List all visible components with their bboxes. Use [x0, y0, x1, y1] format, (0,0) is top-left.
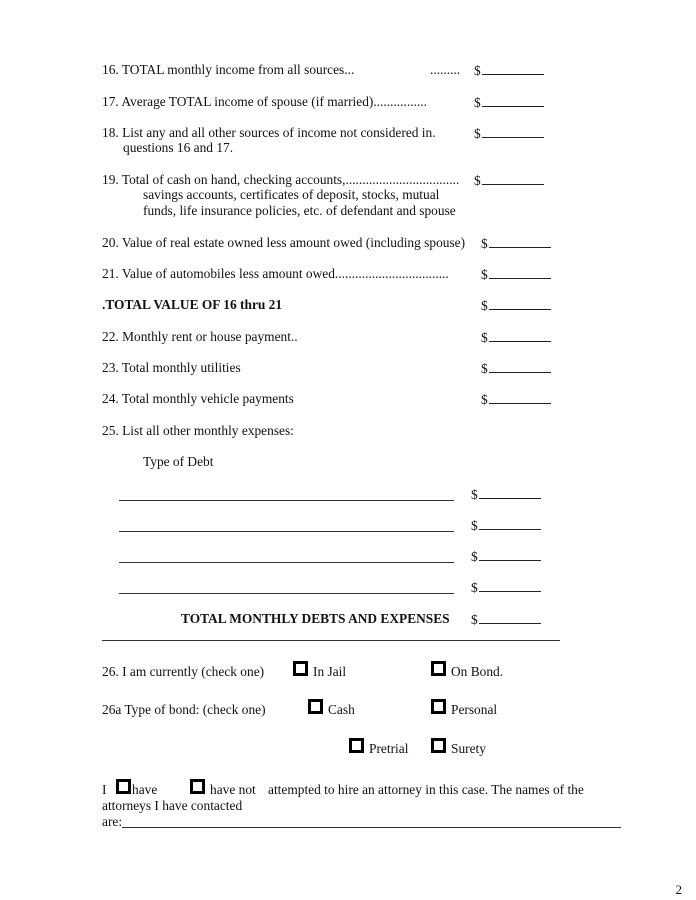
item-18-label-line2: questions 16 and 17.: [123, 140, 234, 155]
debt-type-blank-4[interactable]: [119, 593, 454, 594]
surety-label: Surety: [451, 741, 486, 756]
currency-symbol: $: [474, 95, 481, 110]
item-17-amount-field[interactable]: [474, 94, 544, 110]
total-debts-label: TOTAL MONTHLY DEBTS AND EXPENSES: [181, 611, 450, 626]
item-21-label: 21. Value of automobiles less amount owed..................................: [102, 266, 449, 281]
debt-amount-field-3[interactable]: [471, 548, 541, 564]
item-19-label-line2: savings accounts, certificates of deposit, stocks, mutual: [143, 187, 440, 202]
item-16-amount-field[interactable]: [474, 62, 544, 78]
attorney-prefix: I: [102, 782, 107, 797]
personal-checkbox[interactable]: [431, 699, 446, 714]
debt-amount-field-4[interactable]: [471, 579, 541, 595]
amount-blank[interactable]: [489, 235, 551, 248]
currency-symbol: $: [481, 267, 488, 282]
amount-blank[interactable]: [479, 486, 541, 499]
page-number: 2: [675, 882, 682, 897]
amount-blank[interactable]: [489, 297, 551, 310]
cash-checkbox[interactable]: [308, 699, 323, 714]
debt-amount-field-2[interactable]: [471, 517, 541, 533]
item-23-label: 23. Total monthly utilities: [102, 360, 241, 375]
bond-type-label: 26a Type of bond: (check one): [102, 702, 266, 717]
amount-blank[interactable]: [489, 266, 551, 279]
amount-blank[interactable]: [482, 125, 544, 138]
total-16-21-label: .TOTAL VALUE OF 16 thru 21: [102, 297, 283, 312]
item-20-label: 20. Value of real estate owned less amount owed (including spouse): [102, 235, 466, 250]
debt-type-blank-2[interactable]: [119, 531, 454, 532]
currency-symbol: $: [481, 392, 488, 407]
item-24-label: 24. Total monthly vehicle payments: [102, 391, 294, 406]
amount-blank[interactable]: [482, 94, 544, 107]
item-19-label: 19. Total of cash on hand, checking accounts,..................................: [102, 172, 460, 187]
item-18-amount-field[interactable]: [474, 125, 544, 141]
currency-symbol: $: [481, 236, 488, 251]
total-16-21-amount-field[interactable]: [481, 297, 551, 313]
currency-symbol: $: [481, 298, 488, 313]
pretrial-checkbox[interactable]: [349, 738, 364, 753]
debt-type-header: Type of Debt: [143, 454, 214, 469]
item-17-label: 17. Average TOTAL income of spouse (if married)................: [102, 94, 427, 109]
have-not-checkbox[interactable]: [190, 779, 205, 794]
attorney-text-line2: attorneys I have contacted: [102, 798, 243, 813]
currency-symbol: $: [471, 549, 478, 564]
item-22-amount-field[interactable]: [481, 329, 551, 345]
item-19-amount-field[interactable]: [474, 172, 544, 188]
have-label: have: [132, 782, 158, 797]
item-21-amount-field[interactable]: [481, 266, 551, 282]
have-not-label: have not: [210, 782, 256, 797]
item-16-label: 16. TOTAL monthly income from all sources...: [102, 62, 355, 77]
currency-symbol: $: [471, 580, 478, 595]
debt-type-blank-1[interactable]: [119, 500, 454, 501]
item-19-label-line3: funds, life insurance policies, etc. of defendant and spouse: [143, 203, 456, 218]
personal-label: Personal: [451, 702, 498, 717]
surety-checkbox[interactable]: [431, 738, 446, 753]
have-checkbox[interactable]: [116, 779, 131, 794]
in-jail-checkbox[interactable]: [293, 661, 308, 676]
amount-blank[interactable]: [479, 548, 541, 561]
amount-blank[interactable]: [479, 579, 541, 592]
item-24-amount-field[interactable]: [481, 391, 551, 407]
attorney-names-blank[interactable]: [122, 827, 621, 828]
amount-blank[interactable]: [482, 62, 544, 75]
item-16-leader: .........: [430, 62, 461, 77]
currency-symbol: $: [471, 518, 478, 533]
currency-symbol: $: [474, 63, 481, 78]
amount-blank[interactable]: [482, 172, 544, 185]
debt-amount-field-1[interactable]: [471, 486, 541, 502]
on-bond-checkbox[interactable]: [431, 661, 446, 676]
currency-symbol: $: [471, 612, 478, 627]
in-jail-label: In Jail: [313, 664, 347, 679]
currency-symbol: $: [481, 361, 488, 376]
section-divider: [102, 640, 560, 641]
item-23-amount-field[interactable]: [481, 360, 551, 376]
currency-symbol: $: [474, 173, 481, 188]
attorney-text-line1: attempted to hire an attorney in this case. The names of the: [268, 782, 584, 797]
amount-blank[interactable]: [479, 517, 541, 530]
on-bond-label: On Bond.: [451, 664, 504, 679]
attorney-text-line3: are:: [102, 814, 123, 829]
item-25-label: 25. List all other monthly expenses:: [102, 423, 294, 438]
item-20-amount-field[interactable]: [481, 235, 551, 251]
total-debts-amount-field[interactable]: [471, 611, 541, 627]
item-18-label: 18. List any and all other sources of income not considered in.: [102, 125, 436, 140]
amount-blank[interactable]: [479, 611, 541, 624]
amount-blank[interactable]: [489, 360, 551, 373]
cash-label: Cash: [328, 702, 355, 717]
currency-symbol: $: [474, 126, 481, 141]
pretrial-label: Pretrial: [369, 741, 409, 756]
amount-blank[interactable]: [489, 391, 551, 404]
currency-symbol: $: [471, 487, 478, 502]
item-22-label: 22. Monthly rent or house payment..: [102, 329, 298, 344]
currency-symbol: $: [481, 330, 488, 345]
status-label: 26. I am currently (check one): [102, 664, 265, 679]
debt-type-blank-3[interactable]: [119, 562, 454, 563]
amount-blank[interactable]: [489, 329, 551, 342]
